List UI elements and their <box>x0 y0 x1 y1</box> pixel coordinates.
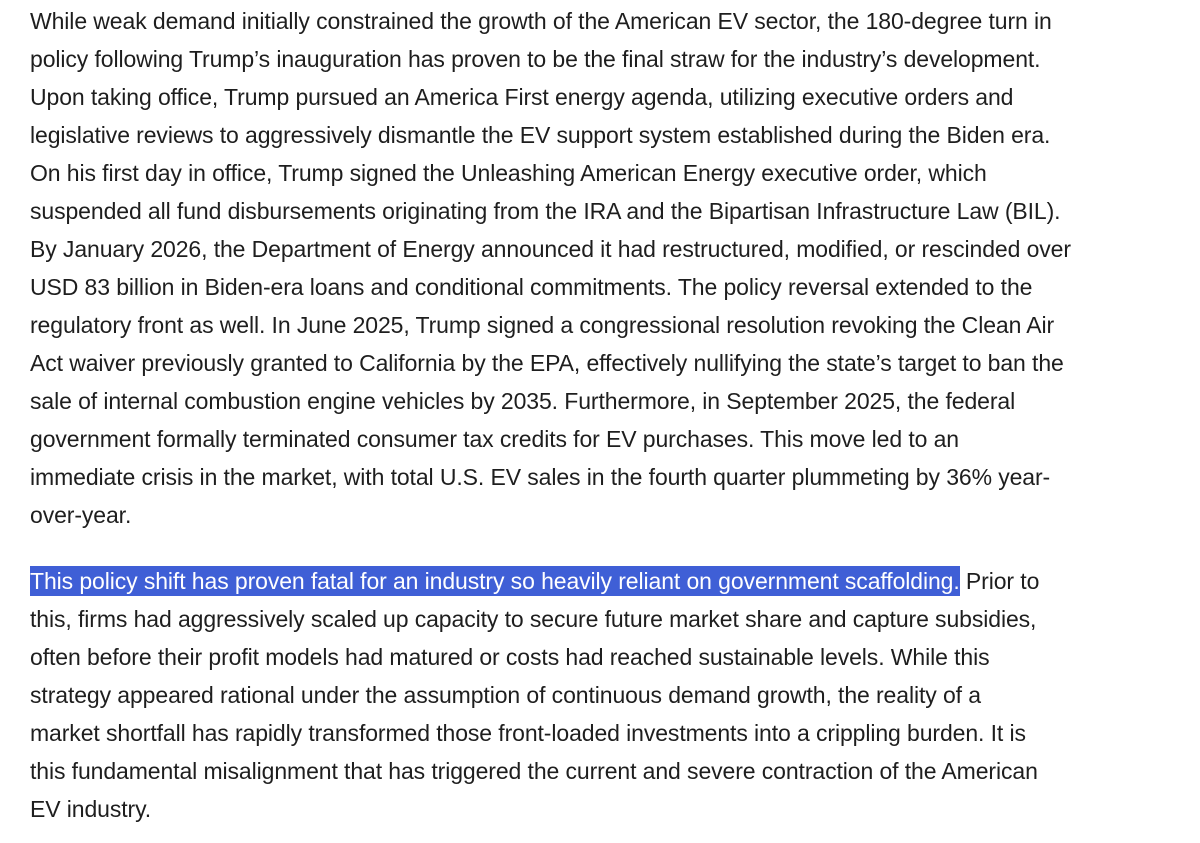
text-line: this, firms had aggressively scaled up capacity to secure future market share and capture subsidies, <box>30 606 1037 632</box>
text-fragment: Prior to <box>959 568 1040 594</box>
text-line: over-year. <box>30 502 132 528</box>
text-line: Upon taking office, Trump pursued an America First energy agenda, utilizing executive orders and <box>30 84 1014 110</box>
text-line: On his first day in office, Trump signed the Unleashing American Energy executive order, which <box>30 160 987 186</box>
text-line: regulatory front as well. In June 2025, Trump signed a congressional resolution revoking the Clean Air <box>30 312 1055 338</box>
text-line: immediate crisis in the market, with total U.S. EV sales in the fourth quarter plummeting by 36% year- <box>30 464 1051 490</box>
text-line: this fundamental misalignment that has triggered the current and severe contraction of the American <box>30 758 1038 784</box>
paragraph-industry-contraction <box>30 562 1039 828</box>
text-line: strategy appeared rational under the assumption of continuous demand growth, the reality of a <box>30 682 981 708</box>
text-line: often before their profit models had matured or costs had reached sustainable levels. While this <box>30 644 990 670</box>
text-line: suspended all fund disbursements originating from the IRA and the Bipartisan Infrastructure Law (BIL). <box>30 198 1061 224</box>
text-line <box>30 562 1039 600</box>
text-line: USD 83 billion in Biden-era loans and conditional commitments. The policy reversal extended to the <box>30 274 1033 300</box>
text-line: market shortfall has rapidly transformed those front-loaded investments into a crippling burden. It is <box>30 720 1026 746</box>
text-line: legislative reviews to aggressively dismantle the EV support system established during the Biden era. <box>30 122 1051 148</box>
text-line: Act waiver previously granted to California by the EPA, effectively nullifying the state’s target to ban the <box>30 350 1064 376</box>
text-line: policy following Trump’s inauguration has proven to be the final straw for the industry’s development. <box>30 46 1041 72</box>
text-line: By January 2026, the Department of Energy announced it had restructured, modified, or rescinded over <box>30 236 1071 262</box>
selected-text[interactable]: This policy shift has proven fatal for an industry so heavily reliant on government scaffolding. <box>30 568 960 594</box>
text-line: government formally terminated consumer tax credits for EV purchases. This move led to an <box>30 426 959 452</box>
paragraph-policy-reversal <box>30 2 1071 534</box>
text-line: sale of internal combustion engine vehicles by 2035. Furthermore, in September 2025, the federal <box>30 388 1016 414</box>
text-line: EV industry. <box>30 796 152 822</box>
text-line: While weak demand initially constrained the growth of the American EV sector, the 180-degree turn in <box>30 8 1052 34</box>
